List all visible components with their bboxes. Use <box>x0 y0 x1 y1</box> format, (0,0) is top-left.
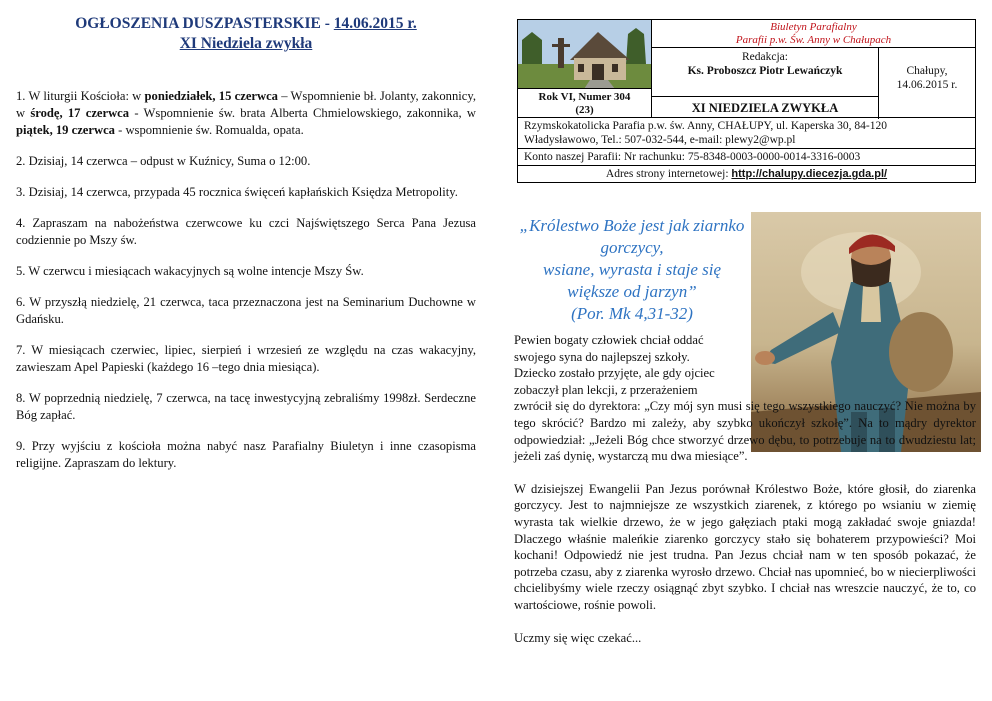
website-label: Adres strony internetowej: <box>605 168 732 180</box>
notice-item: 5. W czerwcu i miesiącach wakacyjnych są wolne intencje Mszy Św. <box>16 264 364 278</box>
story-line: Pewien bogaty człowiek chciał oddać <box>514 333 704 347</box>
church-image <box>518 20 651 88</box>
story-line: zobaczył plan lekcji, z przerażeniem <box>514 382 698 397</box>
place-date <box>879 48 975 119</box>
notice-item: 6. W przyszłą niedzielę, 21 czerwca, taca przeznaczona jest na Seminarium Duchowne w Gdańsku. <box>16 295 476 326</box>
announcements-date: 14.06.2015 r. <box>333 15 417 32</box>
notice-bold: poniedziałek, 15 czerwca <box>144 89 278 103</box>
notice-text: - wspomnienie św. Romualda, opata. <box>114 123 304 137</box>
notice-text: – Wspomnienie bł. Jolanty, zakonnicy, w <box>16 89 476 120</box>
website-row <box>518 166 975 182</box>
bulletin-header <box>517 19 976 183</box>
announcements-subtitle: XI Niedziela zwykła <box>179 35 313 52</box>
website-link[interactable]: http://chalupy.diecezja.gda.pl/ <box>731 168 888 180</box>
story-paragraph <box>514 332 976 465</box>
header-mid-left <box>652 48 879 119</box>
header-top <box>518 20 975 118</box>
quote-line: gorczycy, <box>600 238 664 257</box>
notice-bold: piątek, 19 czerwca <box>16 123 115 137</box>
story-line: swojego syna do najlepszej szkoły. <box>514 349 690 364</box>
story-line: Dziecko zostało przyjęte, ale gdy ojciec <box>514 366 715 381</box>
quote-line: wsiane, wyrasta i staje się <box>542 260 722 279</box>
notice-text: - Wspomnienie św. brata Alberta Chmielowskiego, zakonnika, w <box>129 106 476 120</box>
notice-text: 1. W liturgii Kościoła: w <box>16 89 145 103</box>
bulletin-title: Biuletyn Parafialny <box>770 21 857 33</box>
announcements-title-text: OGŁOSZENIA DUSZPASTERSKIE - <box>75 15 334 32</box>
church-illustration <box>518 20 651 88</box>
announcements-title <box>16 14 476 54</box>
editor-block <box>652 48 878 96</box>
issue-count: (23) <box>575 104 594 116</box>
quote-reference: (Por. Mk 4,31-32) <box>571 304 693 323</box>
place-name: Chałupy, <box>906 65 948 77</box>
quote-line: „Królestwo Boże jest jak ziarnko <box>519 216 745 235</box>
story-text <box>514 332 976 662</box>
story-paragraph: W dzisiejszej Ewangelii Pan Jezus porównał Królestwo Boże, które głosił, do ziarenka gorczycy. Jest to najmniejsze ze wszystkich ziarenek, z którego po wsianiu w ziemię wyrasta tak wielkie drzewo, że w jego gałęziach ptaki mogą zakładać swoje gniazda! Dlaczego właśnie maleńkie ziarenko gorczycy stało się bohaterem przypowieści? Moi kochani! Odpowiedź nie jest trudna. Pan Jezus chciał nam w ten sposób pokazać, że potrzeba czasu, aby z ziarenka wyrosło drzewo. Chciał nas upomnieć, bo w niecierpliwości chcielibyśmy wiele rzeczy osiągnąć zbyt szybko. I chciał nas wreszcie nauczyć, że to, co wartościowe, rośnie powoli. <box>514 481 976 612</box>
notice-item: 3. Dzisiaj, 14 czerwca, przypada 45 rocznica święceń kapłańskich Księdza Metropolity. <box>16 185 458 199</box>
notice-item: 2. Dzisiaj, 14 czerwca – odpust w Kuźnicy, Suma o 12:00. <box>16 154 311 168</box>
header-mid <box>652 48 975 119</box>
editor-label: Redakcja: <box>742 51 788 63</box>
editor-name: Ks. Proboszcz Piotr Lewańczyk <box>687 65 843 77</box>
notice-bold: środę, 17 czerwca <box>30 106 130 120</box>
issue-number <box>518 88 651 117</box>
gospel-quote <box>512 215 752 325</box>
header-left-cell <box>518 20 652 117</box>
announcements-column <box>16 14 476 486</box>
notices-list <box>16 88 476 472</box>
address-line: Rzymskokatolicka Parafia p.w. św. Anny, CHAŁUPY, ul. Kaperska 30, 84-120 <box>524 120 887 132</box>
notice-item: 8. W poprzednią niedzielę, 7 czerwca, na tacę inwestycyjną zebraliśmy 1998zł. Serdeczne Bóg zapłać. <box>16 391 476 422</box>
story-line: zwrócił się do dyrektora: „Czy mój syn musi się tego wszystkiego nauczyć? Nie można by tego skrócić? Bardzo mi zależy, aby szybko ukończył szkołę”. Na to mądry dyrektor odpowiedział: „Jeżeli Bóg chce stworzyć drzewo dębu, to potrzebuje na to dwudziestu lat; jeżeli zaś dynię, wystarczą mu dwa miesiące”. <box>514 399 976 464</box>
notice-item <box>16 88 476 139</box>
quote-line: większe od jarzyn” <box>567 282 697 301</box>
header-right-cell <box>652 20 975 117</box>
address-row <box>518 118 975 149</box>
notice-item: 7. W miesiącach czerwiec, lipiec, sierpień i wrzesień ze względu na czas wakacyjny, zawieszam Apel Papieski (każdego 16 –tego dnia miesiąca). <box>16 343 476 374</box>
notice-item: 4. Zapraszam na nabożeństwa czerwcowe ku czci Najświętszego Serca Pana Jezusa codziennie po Mszy św. <box>16 216 476 247</box>
account-row: Konto naszej Parafii: Nr rachunku: 75-8348-0003-0000-0014-3316-0003 <box>518 149 975 166</box>
header-date: 14.06.2015 r. <box>896 79 958 91</box>
bulletin-name <box>652 20 975 48</box>
contact-line: Władysławowo, Tel.: 507-032-544, e-mail: plewy2@wp.pl <box>524 134 796 146</box>
sunday-name: XI NIEDZIELA ZWYKŁA <box>652 96 878 119</box>
notice-item: 9. Przy wyjściu z kościoła można nabyć nasz Parafialny Biuletyn i inne czasopisma religijne. Zapraszam do lektury. <box>16 439 476 470</box>
story-closing: Uczmy się więc czekać... <box>514 630 642 645</box>
bulletin-parish: Parafii p.w. Św. Anny w Chałupach <box>735 34 892 46</box>
issue-line: Rok VI, Numer 304 <box>538 91 631 103</box>
